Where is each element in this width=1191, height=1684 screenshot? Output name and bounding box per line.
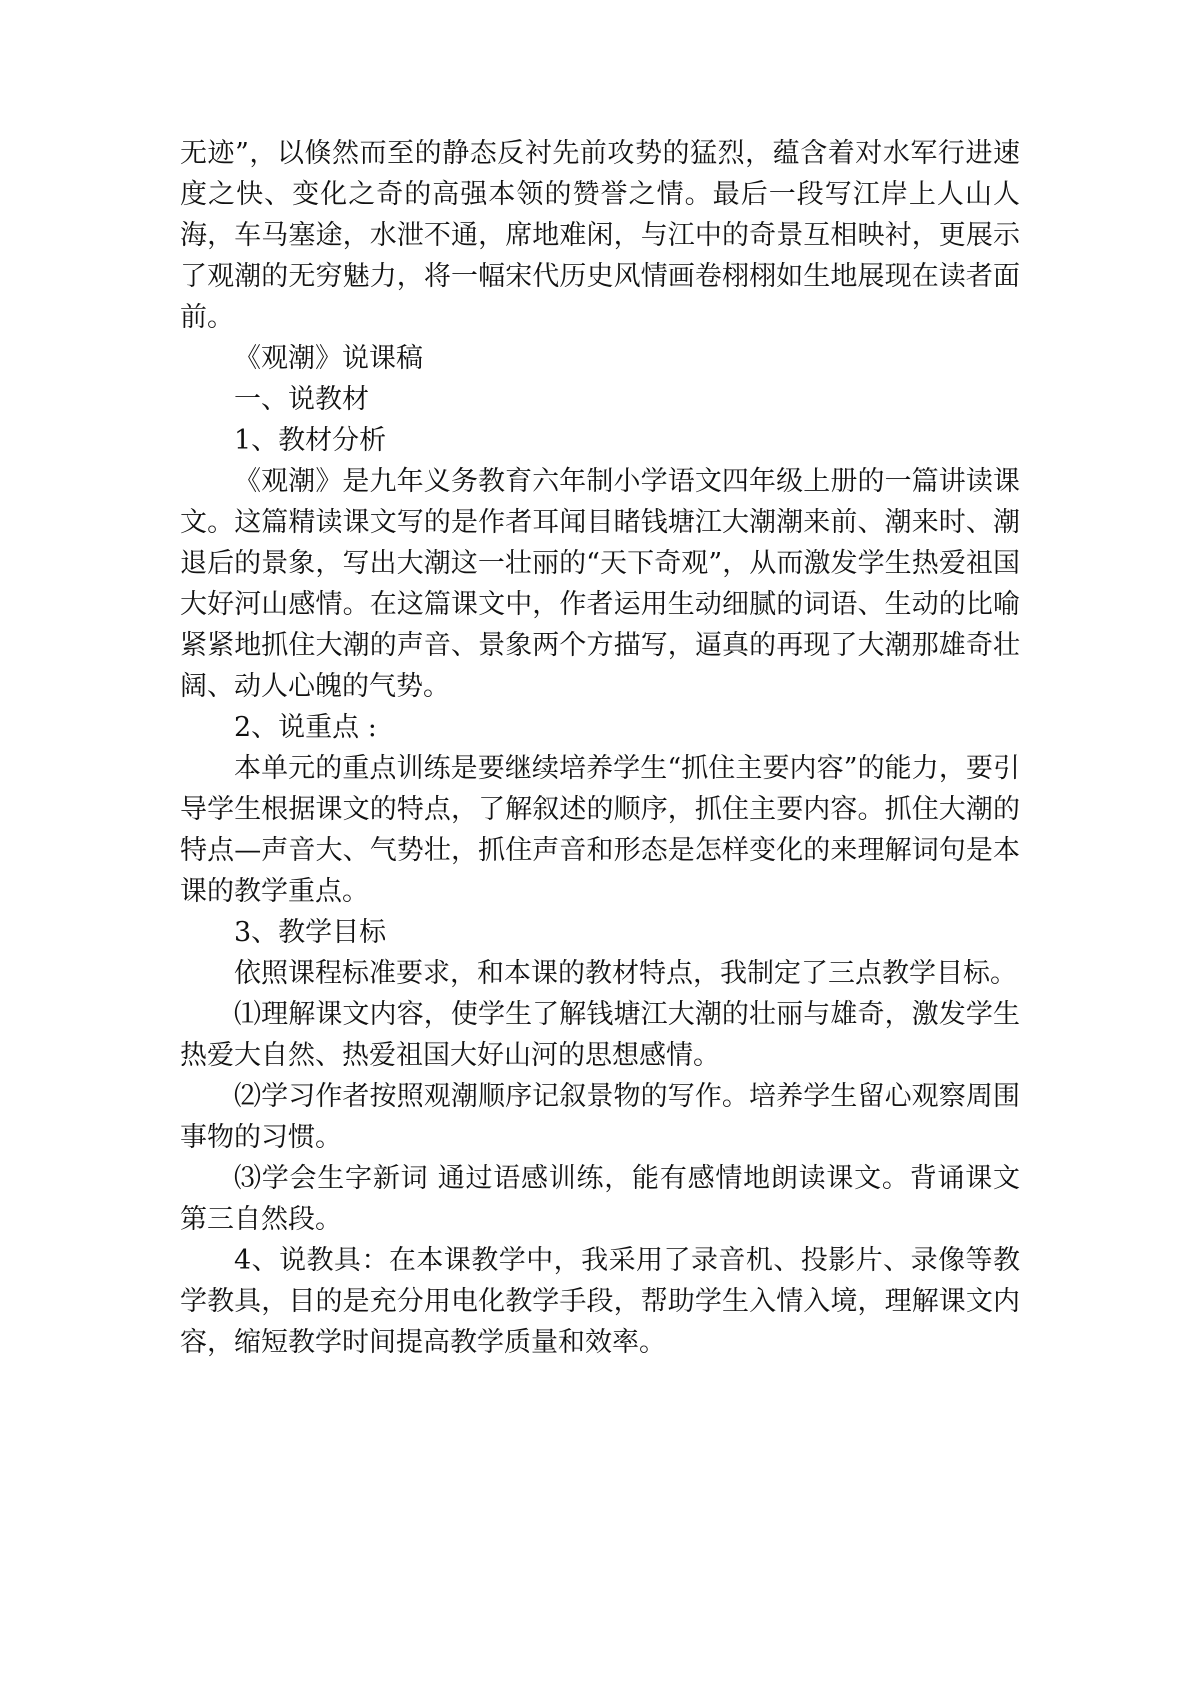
subsection-heading-key-points: 2、说重点 :: [234, 712, 377, 743]
subsection-heading-analysis: 1、教材分析: [234, 425, 387, 456]
objective-item-3: ⑶学会生字新词 通过语感训练，能有感情地朗读课文。背诵课文第三自然段。: [180, 1163, 1020, 1235]
subsection-heading-objectives: 3、教学目标: [234, 917, 387, 948]
objective-item-1: ⑴理解课文内容，使学生了解钱塘江大潮的壮丽与雄奇，激发学生热爱大自然、热爱祖国大好山河的思想感情。: [180, 999, 1020, 1071]
paragraph-teaching-aids: 4、说教具：在本课教学中，我采用了录音机、投影片、录像等教学教具，目的是充分用电化教学手段，帮助学生入情入境，理解课文内容，缩短教学时间提高教学质量和效率。: [180, 1245, 1020, 1358]
paragraph-continuation: 无迹”，以倏然而至的静态反衬先前攻势的猛烈，蕴含着对水军行进速度之快、变化之奇的高强本领的赞誉之情。最后一段写江岸上人山人海，车马塞途，水泄不通，席地难闲，与江中的奇景互相映衬，更展示了观潮的无穷魅力，将一幅宋代历史风情画卷栩栩如生地展现在读者面前。: [180, 138, 1020, 333]
objective-item-2: ⑵学习作者按照观潮顺序记叙景物的写作。培养学生留心观察周围事物的习惯。: [180, 1081, 1020, 1153]
document-body: [180, 133, 1020, 1363]
paragraph-key-points: 本单元的重点训练是要继续培养学生“抓住主要内容”的能力，要引导学生根据课文的特点，了解叙述的顺序，抓住主要内容。抓住大潮的特点—声音大、气势壮，抓住声音和形态是怎样变化的来理解词句是本课的教学重点。: [180, 753, 1020, 907]
document-title: 《观潮》说课稿: [234, 343, 423, 374]
paragraph-objectives-intro: 依照课程标准要求，和本课的教材特点，我制定了三点教学目标。: [234, 958, 1017, 989]
paragraph-analysis: 《观潮》是九年义务教育六年制小学语文四年级上册的一篇讲读课文。这篇精读课文写的是作者耳闻目睹钱塘江大潮潮来前、潮来时、潮退后的景象，写出大潮这一壮丽的“天下奇观”，从而激发学生热爱祖国大好河山感情。在这篇课文中，作者运用生动细腻的词语、生动的比喻紧紧地抓住大潮的声音、景象两个方描写，逼真的再现了大潮那雄奇壮阔、动人心魄的气势。: [180, 466, 1020, 702]
section-heading-materials: 一、说教材: [234, 384, 369, 415]
